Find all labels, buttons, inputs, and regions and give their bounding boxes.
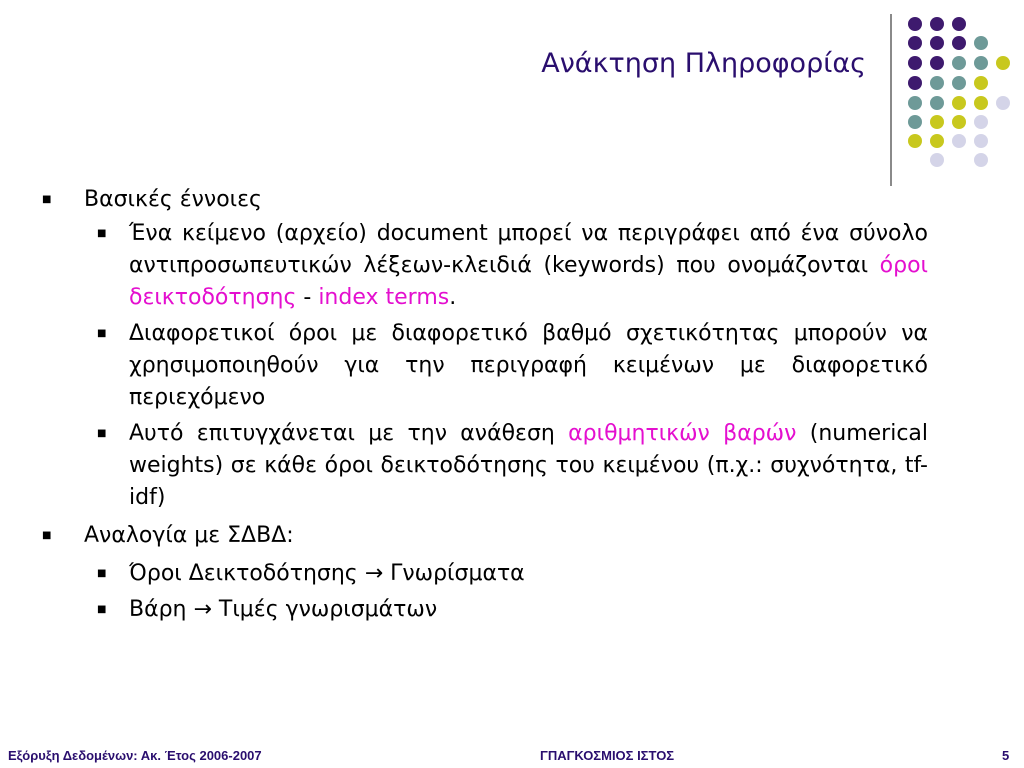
- dot: [908, 134, 922, 148]
- dot: [952, 76, 966, 90]
- dot: [996, 56, 1010, 70]
- dot: [908, 17, 922, 31]
- dot: [930, 17, 944, 31]
- dot: [974, 115, 988, 129]
- bullet-text: Βασικές έννοιες: [84, 187, 262, 212]
- bullet-square-icon: ■: [97, 428, 107, 439]
- bullet-square-icon: ■: [97, 604, 107, 615]
- sub-bullet-item: [40, 218, 928, 314]
- dot: [952, 134, 966, 148]
- dot: [908, 76, 922, 90]
- highlighted-term: όροι δεικτοδότησης: [129, 253, 928, 310]
- bullet-text: Αυτό επιτυγχάνεται με την ανάθεση: [129, 421, 569, 446]
- bullet-text: Βάρη → Τιμές γνωρισμάτων: [129, 597, 438, 622]
- dot: [952, 115, 966, 129]
- footer-topic-label: ΓΠΑΓΚΟΣΜΙΟΣ ΙΣΤΟΣ: [540, 748, 675, 763]
- bullet-text: (numerical weights) σε κάθε όροι δεικτοδότησης του κειμένου (π.χ.: συχνότητα, tf-idf): [129, 421, 929, 510]
- sub-bullet-item: [40, 594, 928, 626]
- dot: [908, 36, 922, 50]
- dot: [930, 153, 944, 167]
- dot: [930, 115, 944, 129]
- dot: [974, 153, 988, 167]
- sub-bullet-item: [40, 558, 928, 590]
- dot: [930, 134, 944, 148]
- dot: [908, 56, 922, 70]
- dot: [974, 76, 988, 90]
- bullet-square-icon: ■: [42, 530, 52, 541]
- dot: [930, 56, 944, 70]
- dot: [908, 96, 922, 110]
- dot: [908, 115, 922, 129]
- bullet-square-icon: ■: [97, 568, 107, 579]
- bullet-text: Διαφορετικοί όροι με διαφορετικό βαθμό σχετικότητας μπορούν να χρησιμοποιηθούν για την περιγραφή κειμένων με διαφορετικό περιεχόμενο: [129, 321, 928, 410]
- footer-course-label: Εξόρυξη Δεδομένων: Ακ. Έτος 2006-2007: [8, 748, 262, 763]
- sub-bullet-item: [40, 418, 928, 514]
- bullet-square-icon: ■: [97, 328, 107, 339]
- bullet-square-icon: ■: [42, 194, 52, 205]
- bullet-text: Όροι Δεικτοδότησης → Γνωρίσματα: [129, 561, 525, 586]
- slide-body: [40, 184, 928, 630]
- bullet-item: [40, 184, 928, 216]
- dot: [974, 56, 988, 70]
- dot: [952, 96, 966, 110]
- bullet-text: .: [449, 285, 457, 310]
- bullet-square-icon: ■: [97, 228, 107, 239]
- sub-bullet-item: [40, 318, 928, 414]
- decorative-dot-grid: [0, 0, 1024, 200]
- slide-title: Ανάκτηση Πληροφορίας: [541, 48, 866, 79]
- dot: [952, 17, 966, 31]
- dot: [930, 36, 944, 50]
- dot: [952, 56, 966, 70]
- bullet-text: -: [296, 285, 319, 310]
- dot: [974, 96, 988, 110]
- page-number: 5: [1002, 748, 1010, 763]
- bullet-text: Ένα κείμενο (αρχείο) document μπορεί να περιγράφει από ένα σύνολο αντιπροσωπευτικών λέξεων-κλειδιά (keywords) που ονομάζονται: [129, 221, 928, 278]
- bullet-text: Αναλογία με ΣΔΒΔ:: [84, 523, 294, 548]
- dot: [952, 36, 966, 50]
- dot: [974, 36, 988, 50]
- highlighted-term: index terms: [318, 285, 450, 310]
- highlighted-term: αριθμητικών βαρών: [568, 421, 797, 446]
- dot: [974, 134, 988, 148]
- bullet-item: [40, 520, 928, 552]
- dot: [930, 76, 944, 90]
- dot: [930, 96, 944, 110]
- dot: [996, 96, 1010, 110]
